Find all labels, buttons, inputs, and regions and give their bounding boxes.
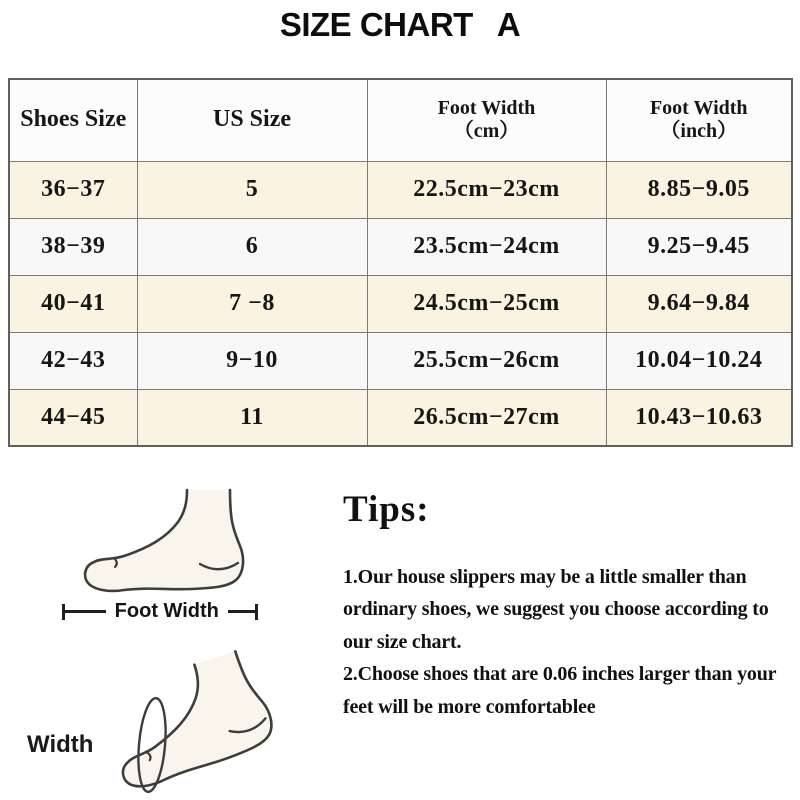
table-cell: 10.04−10.24 [606,332,792,389]
table-cell: 8.85−9.05 [606,161,792,218]
measure-line-left [65,610,106,613]
table-cell: 22.5cm−23cm [367,161,606,218]
table-cell: 40−41 [9,275,137,332]
table-cell: 25.5cm−26cm [367,332,606,389]
table-cell: 38−39 [9,218,137,275]
foot-width-measure-label: Foot Width [114,600,219,622]
table-cell: 6 [137,218,367,275]
tips-item-1: 1.Our house slippers may be a little smaller than ordinary shoes, we suggest you choose according to our size chart. [343,566,769,653]
table-cell: 10.43−10.63 [606,389,792,446]
table-row [9,218,792,275]
page-title-main: SIZE CHART [279,6,473,43]
tips-heading: Tips: [343,489,430,530]
table-cell: 26.5cm−27cm [367,389,606,446]
header-cell-foot-width-cm: Foot Width （cm） [367,79,606,161]
header-cell-shoes-size: Shoes Size [9,79,137,161]
table-row [9,275,792,332]
header-cell-us-size: US Size [137,79,367,161]
table-cell: 5 [137,161,367,218]
table-header-row [9,79,792,161]
table-cell: 9−10 [137,332,367,389]
table-row [9,389,792,446]
width-measure-label: Width [27,731,94,758]
tips-item-2: 2.Choose shoes that are 0.06 inches larger than your feet will be more comfortablee [343,663,776,718]
measure-line-right [228,610,255,613]
table-cell: 44−45 [9,389,137,446]
foot-width-measure [62,600,258,623]
page-title-variant: A [496,6,521,43]
foot-side-view-illustration [56,486,258,602]
header-cell-foot-width-inch: Foot Width （inch） [606,79,792,161]
table-cell: 11 [137,389,367,446]
table-cell: 23.5cm−24cm [367,218,606,275]
foot-girth-illustration [80,646,292,798]
table-cell: 9.25−9.45 [606,218,792,275]
table-cell: 24.5cm−25cm [367,275,606,332]
tips-section [343,488,795,723]
page-title [0,6,800,44]
table-cell: 42−43 [9,332,137,389]
table-cell: 36−37 [9,161,137,218]
measure-tick-right [255,604,258,620]
table-row [9,332,792,389]
table-row [9,161,792,218]
size-chart-table [8,78,793,447]
table-cell: 9.64−9.84 [606,275,792,332]
table-cell: 7 −8 [137,275,367,332]
